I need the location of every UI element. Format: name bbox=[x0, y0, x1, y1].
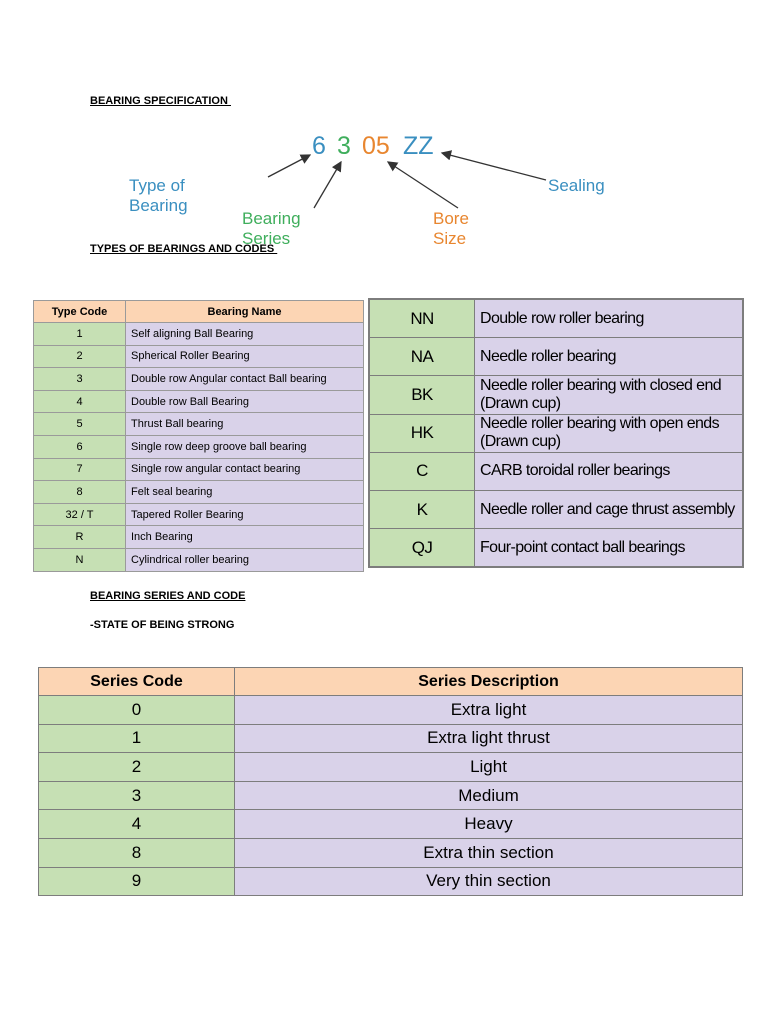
type-row bbox=[34, 413, 364, 436]
type-row bbox=[34, 526, 364, 549]
series-row bbox=[39, 724, 743, 753]
arrow-type bbox=[268, 155, 310, 177]
type-row bbox=[34, 548, 364, 571]
series-row bbox=[39, 810, 743, 839]
type-row-name: Thrust Ball bearing bbox=[126, 413, 364, 436]
series-row-name: Extra thin section bbox=[235, 838, 743, 867]
type-row-code: 32 / T bbox=[34, 503, 126, 526]
type-row-name: Single row deep groove ball bearing bbox=[126, 435, 364, 458]
series-row-name: Extra light thrust bbox=[235, 724, 743, 753]
type-row bbox=[34, 458, 364, 481]
arrow-bore bbox=[388, 162, 458, 208]
code-part-type: 6 bbox=[312, 132, 326, 160]
series-header-description: Series Description bbox=[235, 668, 743, 696]
code-row bbox=[369, 338, 743, 376]
type-row bbox=[34, 481, 364, 504]
types-header-name: Bearing Name bbox=[126, 301, 364, 323]
label-bearing-series: Bearing Series bbox=[242, 209, 301, 248]
code-row-name: Double row roller bearing bbox=[475, 299, 744, 338]
code-row-code: NN bbox=[369, 299, 475, 338]
code-row bbox=[369, 529, 743, 568]
code-row-name: Needle roller bearing with open ends (Drawn cup) bbox=[475, 414, 744, 452]
type-row-code: N bbox=[34, 548, 126, 571]
type-row-code: 1 bbox=[34, 323, 126, 346]
code-row-code: BK bbox=[369, 376, 475, 414]
code-row-code: C bbox=[369, 452, 475, 490]
heading-bearing-series: BEARING SERIES AND CODE bbox=[90, 590, 246, 602]
type-row-name: Felt seal bearing bbox=[126, 481, 364, 504]
series-row-code: 1 bbox=[39, 724, 235, 753]
series-row-name: Medium bbox=[235, 781, 743, 810]
series-row-name: Light bbox=[235, 753, 743, 782]
code-row-code: HK bbox=[369, 414, 475, 452]
series-row-name: Very thin section bbox=[235, 867, 743, 896]
type-row-code: 4 bbox=[34, 390, 126, 413]
series-row bbox=[39, 838, 743, 867]
type-row bbox=[34, 390, 364, 413]
type-row-name: Inch Bearing bbox=[126, 526, 364, 549]
code-row bbox=[369, 490, 743, 528]
type-row-code: 2 bbox=[34, 345, 126, 368]
series-row bbox=[39, 867, 743, 896]
code-row-name: CARB toroidal roller bearings bbox=[475, 452, 744, 490]
type-row-code: 6 bbox=[34, 435, 126, 458]
series-row bbox=[39, 753, 743, 782]
code-row bbox=[369, 452, 743, 490]
label-sealing: Sealing bbox=[548, 176, 605, 195]
series-row-name: Extra light bbox=[235, 696, 743, 725]
type-row-code: 5 bbox=[34, 413, 126, 436]
type-row bbox=[34, 435, 364, 458]
series-table bbox=[38, 667, 743, 896]
type-row-name: Single row angular contact bearing bbox=[126, 458, 364, 481]
type-row-name: Spherical Roller Bearing bbox=[126, 345, 364, 368]
code-row-name: Four-point contact ball bearings bbox=[475, 529, 744, 568]
code-row-code: NA bbox=[369, 338, 475, 376]
type-row-code: 8 bbox=[34, 481, 126, 504]
state-text: -STATE OF BEING STRONG bbox=[90, 619, 235, 631]
heading-bearing-specification: BEARING SPECIFICATION bbox=[90, 95, 231, 107]
code-row bbox=[369, 376, 743, 414]
series-row-code: 9 bbox=[39, 867, 235, 896]
type-row-code: 3 bbox=[34, 368, 126, 391]
type-row-code: R bbox=[34, 526, 126, 549]
label-type-of-bearing: Type of Bearing bbox=[129, 176, 188, 215]
type-row-name: Double row Angular contact Ball bearing bbox=[126, 368, 364, 391]
series-row bbox=[39, 781, 743, 810]
code-row-code: QJ bbox=[369, 529, 475, 568]
type-row bbox=[34, 323, 364, 346]
arrow-series bbox=[314, 162, 341, 208]
arrows-svg bbox=[0, 0, 768, 260]
series-header-code: Series Code bbox=[39, 668, 235, 696]
type-row-name: Self aligning Ball Bearing bbox=[126, 323, 364, 346]
types-header-code: Type Code bbox=[34, 301, 126, 323]
heading-types-of-bearings: TYPES OF BEARINGS AND CODES bbox=[90, 243, 278, 255]
series-row-code: 8 bbox=[39, 838, 235, 867]
type-row-name: Double row Ball Bearing bbox=[126, 390, 364, 413]
series-row-code: 2 bbox=[39, 753, 235, 782]
types-table bbox=[33, 300, 364, 572]
series-row-code: 3 bbox=[39, 781, 235, 810]
code-row-name: Needle roller bearing bbox=[475, 338, 744, 376]
code-part-sealing: ZZ bbox=[403, 132, 434, 160]
series-row-code: 4 bbox=[39, 810, 235, 839]
label-bore-size: Bore Size bbox=[433, 209, 469, 248]
type-row bbox=[34, 368, 364, 391]
code-row-code: K bbox=[369, 490, 475, 528]
code-row-name: Needle roller and cage thrust assembly bbox=[475, 490, 744, 528]
series-row-code: 0 bbox=[39, 696, 235, 725]
type-row-name: Cylindrical roller bearing bbox=[126, 548, 364, 571]
code-row bbox=[369, 414, 743, 452]
code-row bbox=[369, 299, 743, 338]
series-row bbox=[39, 696, 743, 725]
codes-table bbox=[368, 298, 744, 568]
arrow-sealing bbox=[442, 153, 546, 180]
type-row-code: 7 bbox=[34, 458, 126, 481]
type-row-name: Tapered Roller Bearing bbox=[126, 503, 364, 526]
series-row-name: Heavy bbox=[235, 810, 743, 839]
type-row bbox=[34, 503, 364, 526]
code-part-bore: 05 bbox=[362, 132, 390, 160]
type-row bbox=[34, 345, 364, 368]
code-row-name: Needle roller bearing with closed end (Drawn cup) bbox=[475, 376, 744, 414]
code-part-series: 3 bbox=[337, 132, 351, 160]
